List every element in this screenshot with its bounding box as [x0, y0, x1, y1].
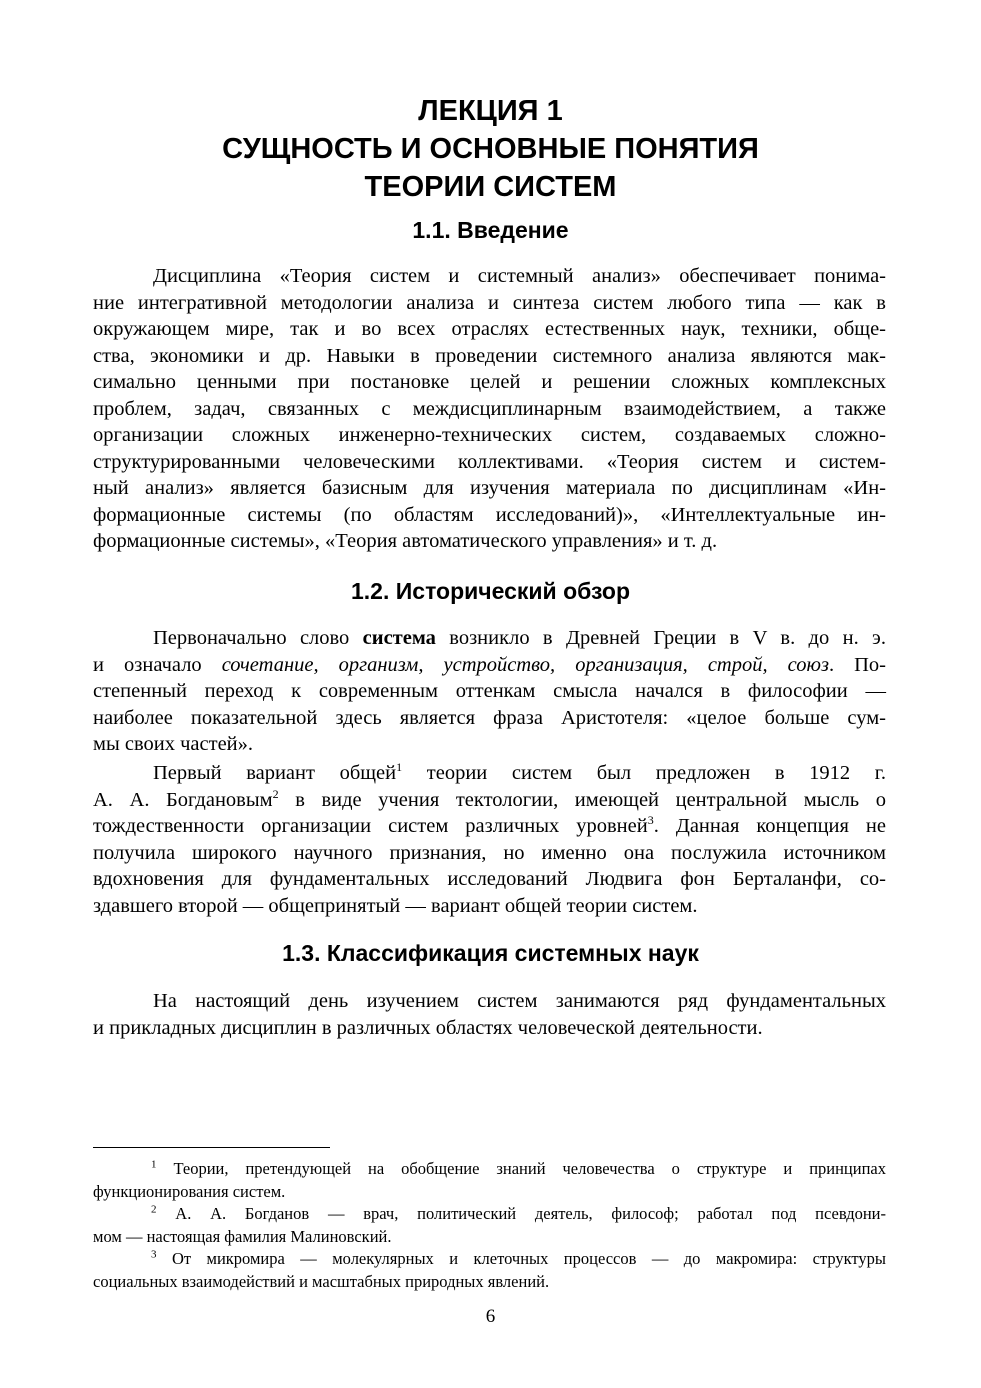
text-line: степенный переход к современным оттенкам смысла начался в философии —	[93, 680, 886, 702]
bold-term: система	[362, 627, 436, 649]
footnote-line	[93, 1157, 886, 1180]
text-run: и означало	[93, 653, 222, 676]
footnote-number: 1	[151, 1158, 157, 1171]
text-line	[93, 787, 886, 814]
section-heading-introduction: 1.1. Введение	[412, 217, 569, 243]
text-run: возникло в Древней Греции в V в. до н. э.	[435, 627, 886, 649]
text-line: формационные системы (по областям исследований)», «Интеллектуальные ин-	[93, 503, 886, 526]
introduction-paragraph	[93, 263, 886, 555]
footnote-line	[93, 1247, 886, 1270]
text-run: Первоначально слово	[153, 627, 363, 649]
lecture-title-line: СУЩНОСТЬ И ОСНОВНЫЕ ПОНЯТИЯ	[222, 133, 759, 165]
text-line: окружающем мире, так и во всех отраслях естественных наук, техники, обще-	[93, 318, 886, 340]
history-paragraph-1	[93, 625, 886, 758]
text-line: здавшего второй — общепринятый — вариант общей теории систем.	[93, 894, 698, 917]
text-run: в виде учения тектологии, имеющей центральной мысль о	[278, 788, 886, 811]
page-number: 6	[485, 1306, 496, 1327]
text-run: . Данная концепция не	[653, 815, 887, 837]
footnote-number: 3	[151, 1248, 157, 1261]
footnote-line: социальных взаимодействий и масштабных природных явлений.	[93, 1272, 550, 1291]
text-line: получила широкого научного признания, но именно она послужила источником	[93, 841, 886, 864]
text-line	[93, 625, 886, 652]
text-run: тождественности организации систем различных уровней	[93, 815, 648, 837]
text-line: организации сложных инженерно-технических систем, создаваемых сложно-	[93, 424, 886, 446]
footnote-separator	[93, 1147, 330, 1148]
text-line	[93, 813, 886, 840]
footnote-ref[interactable]: 3	[647, 813, 654, 828]
section-heading-classification: 1.3. Классификация системных наук	[282, 940, 699, 966]
section-heading-history: 1.2. Исторический обзор	[351, 578, 630, 604]
footnote-ref[interactable]: 1	[396, 760, 403, 775]
text-line: структурированными человеческими коллективами. «Теория систем и систем-	[93, 450, 886, 473]
text-line: формационные системы», «Теория автоматического управления» и т. д.	[93, 530, 718, 552]
text-line: Дисциплина «Теория систем и системный анализ» обеспечивает понима-	[153, 265, 886, 287]
lecture-title-line: ЛЕКЦИЯ 1	[418, 95, 563, 127]
italic-terms: сочетание, организм, устройство, организация, строй, союз	[221, 653, 829, 676]
text-line: проблем, задач, связанных с междисциплинарным взаимодействием, а также	[93, 397, 886, 420]
text-run: А. А. Богданов — врач, политический деятель, философ; работал под псевдони-	[156, 1204, 886, 1223]
text-line: ства, экономики и др. Навыки в проведении системного анализа являются мак-	[93, 344, 886, 367]
footnote-number: 2	[151, 1203, 157, 1216]
text-line: ный анализ» является базисным для изучения материала по дисциплинам «Ин-	[93, 477, 886, 499]
footnote-line: мом — настоящая фамилия Малиновский.	[93, 1227, 392, 1246]
lecture-title	[0, 92, 981, 206]
footnote-ref[interactable]: 2	[272, 786, 279, 801]
text-line: ние интегративной методологии анализа и синтеза систем любого типа — как в	[93, 291, 886, 314]
classification-paragraph	[93, 988, 886, 1041]
footnote-line: функционирования систем.	[93, 1182, 286, 1201]
footnote-line	[93, 1202, 886, 1225]
text-line: мы своих частей».	[93, 733, 254, 755]
text-line: и прикладных дисциплин в различных областях человеческой деятельности.	[93, 1016, 763, 1039]
text-line: На настоящий день изучением систем занимаются ряд фундаментальных	[153, 990, 886, 1012]
text-line: симально ценными при постановке целей и решении сложных комплексных	[93, 371, 886, 393]
text-line	[93, 760, 886, 787]
text-run: А. А. Богдановым	[93, 788, 273, 811]
footnote-3	[93, 1247, 886, 1293]
footnote-2	[93, 1202, 886, 1248]
lecture-title-line: ТЕОРИИ СИСТЕМ	[364, 171, 617, 203]
history-paragraph-2	[93, 760, 886, 919]
text-run: . По-	[828, 653, 886, 676]
text-run: Теории, претендующей на обобщение знаний человечества о структуре и принципах	[156, 1159, 886, 1178]
text-run: От микромира — молекулярных и клеточных процессов — до макромира: структуры	[156, 1249, 886, 1268]
text-line: вдохновения для фундаментальных исследований Людвига фон Берталанфи, со-	[93, 868, 886, 890]
text-line: наиболее показательной здесь является фраза Аристотеля: «целое больше сум-	[93, 706, 886, 729]
text-run: теории систем был предложен в 1912 г.	[402, 762, 886, 784]
footnote-1	[93, 1157, 886, 1203]
text-run: Первый вариант общей	[153, 762, 397, 784]
text-line	[93, 652, 886, 679]
